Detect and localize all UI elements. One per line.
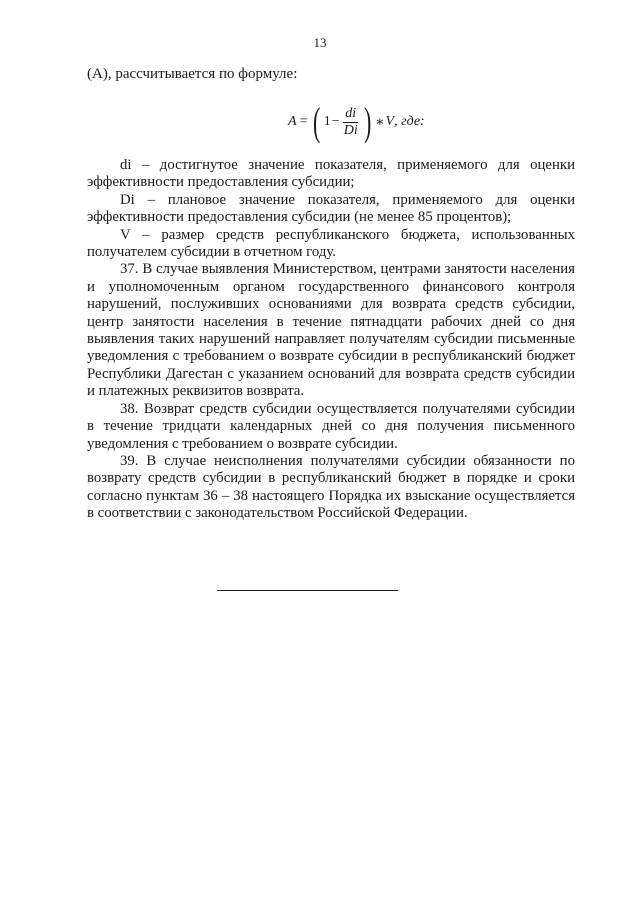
formula: [288, 99, 425, 145]
formula-minus: −: [331, 114, 340, 129]
clause-38: 38. Возврат средств субсидии осуществляется получателями субсидии в течение тридцати календарных дней со дня получения письменного уведомления с требованием о возврате субсидии.: [87, 400, 575, 452]
formula-lhs: A: [288, 114, 297, 129]
formula-open-paren: (: [313, 99, 321, 144]
formula-fraction: [342, 106, 360, 139]
formula-one: 1: [323, 114, 331, 129]
formula-denominator: Di: [343, 122, 358, 138]
definition-Di: Di – плановое значение показателя, применяемого для оценки эффективности предоставления субсидии (не менее 85 процентов);: [87, 191, 575, 226]
clause-39: 39. В случае неисполнения получателями субсидии обязанности по возврату средств субсидии в республиканский бюджет в порядке и сроки согласно пунктам 36 – 38 настоящего Порядка их взыскание осуществляется в соответствии с законодательством Российской Федерации.: [87, 452, 575, 522]
formula-numerator: di: [345, 105, 357, 121]
definition-V: V – размер средств республиканского бюджета, использованных получателем субсидии в отчетном году.: [87, 226, 575, 261]
formula-intro: (А), рассчитывается по формуле:: [87, 66, 298, 82]
clause-37: 37. В случае выявления Министерством, центрами занятости населения и уполномоченным органом государственного финансового контроля нарушений, послуживших основаниями для возврата средств субсидии, центр занятости населения в течение пятнадцати рабочих дней со дня выявления таких нарушений направляет получателям субсидии письменные уведомления с требованием о возврате субсидии в республиканский бюджет Республики Дагестан с указанием оснований для возврата средств субсидии и платежных реквизитов возврата.: [87, 261, 575, 400]
formula-times: ∗: [375, 114, 385, 130]
document-body: [87, 157, 575, 523]
end-divider: [217, 590, 398, 591]
formula-close-paren: ): [363, 99, 372, 144]
definition-di: di – достигнутое значение показателя, применяемого для оценки эффективности предоставления субсидии;: [87, 157, 575, 191]
formula-factor: V: [385, 114, 395, 129]
formula-equals: =: [299, 114, 308, 129]
formula-tail: , где:: [394, 114, 425, 129]
page-number: 13: [313, 35, 327, 50]
